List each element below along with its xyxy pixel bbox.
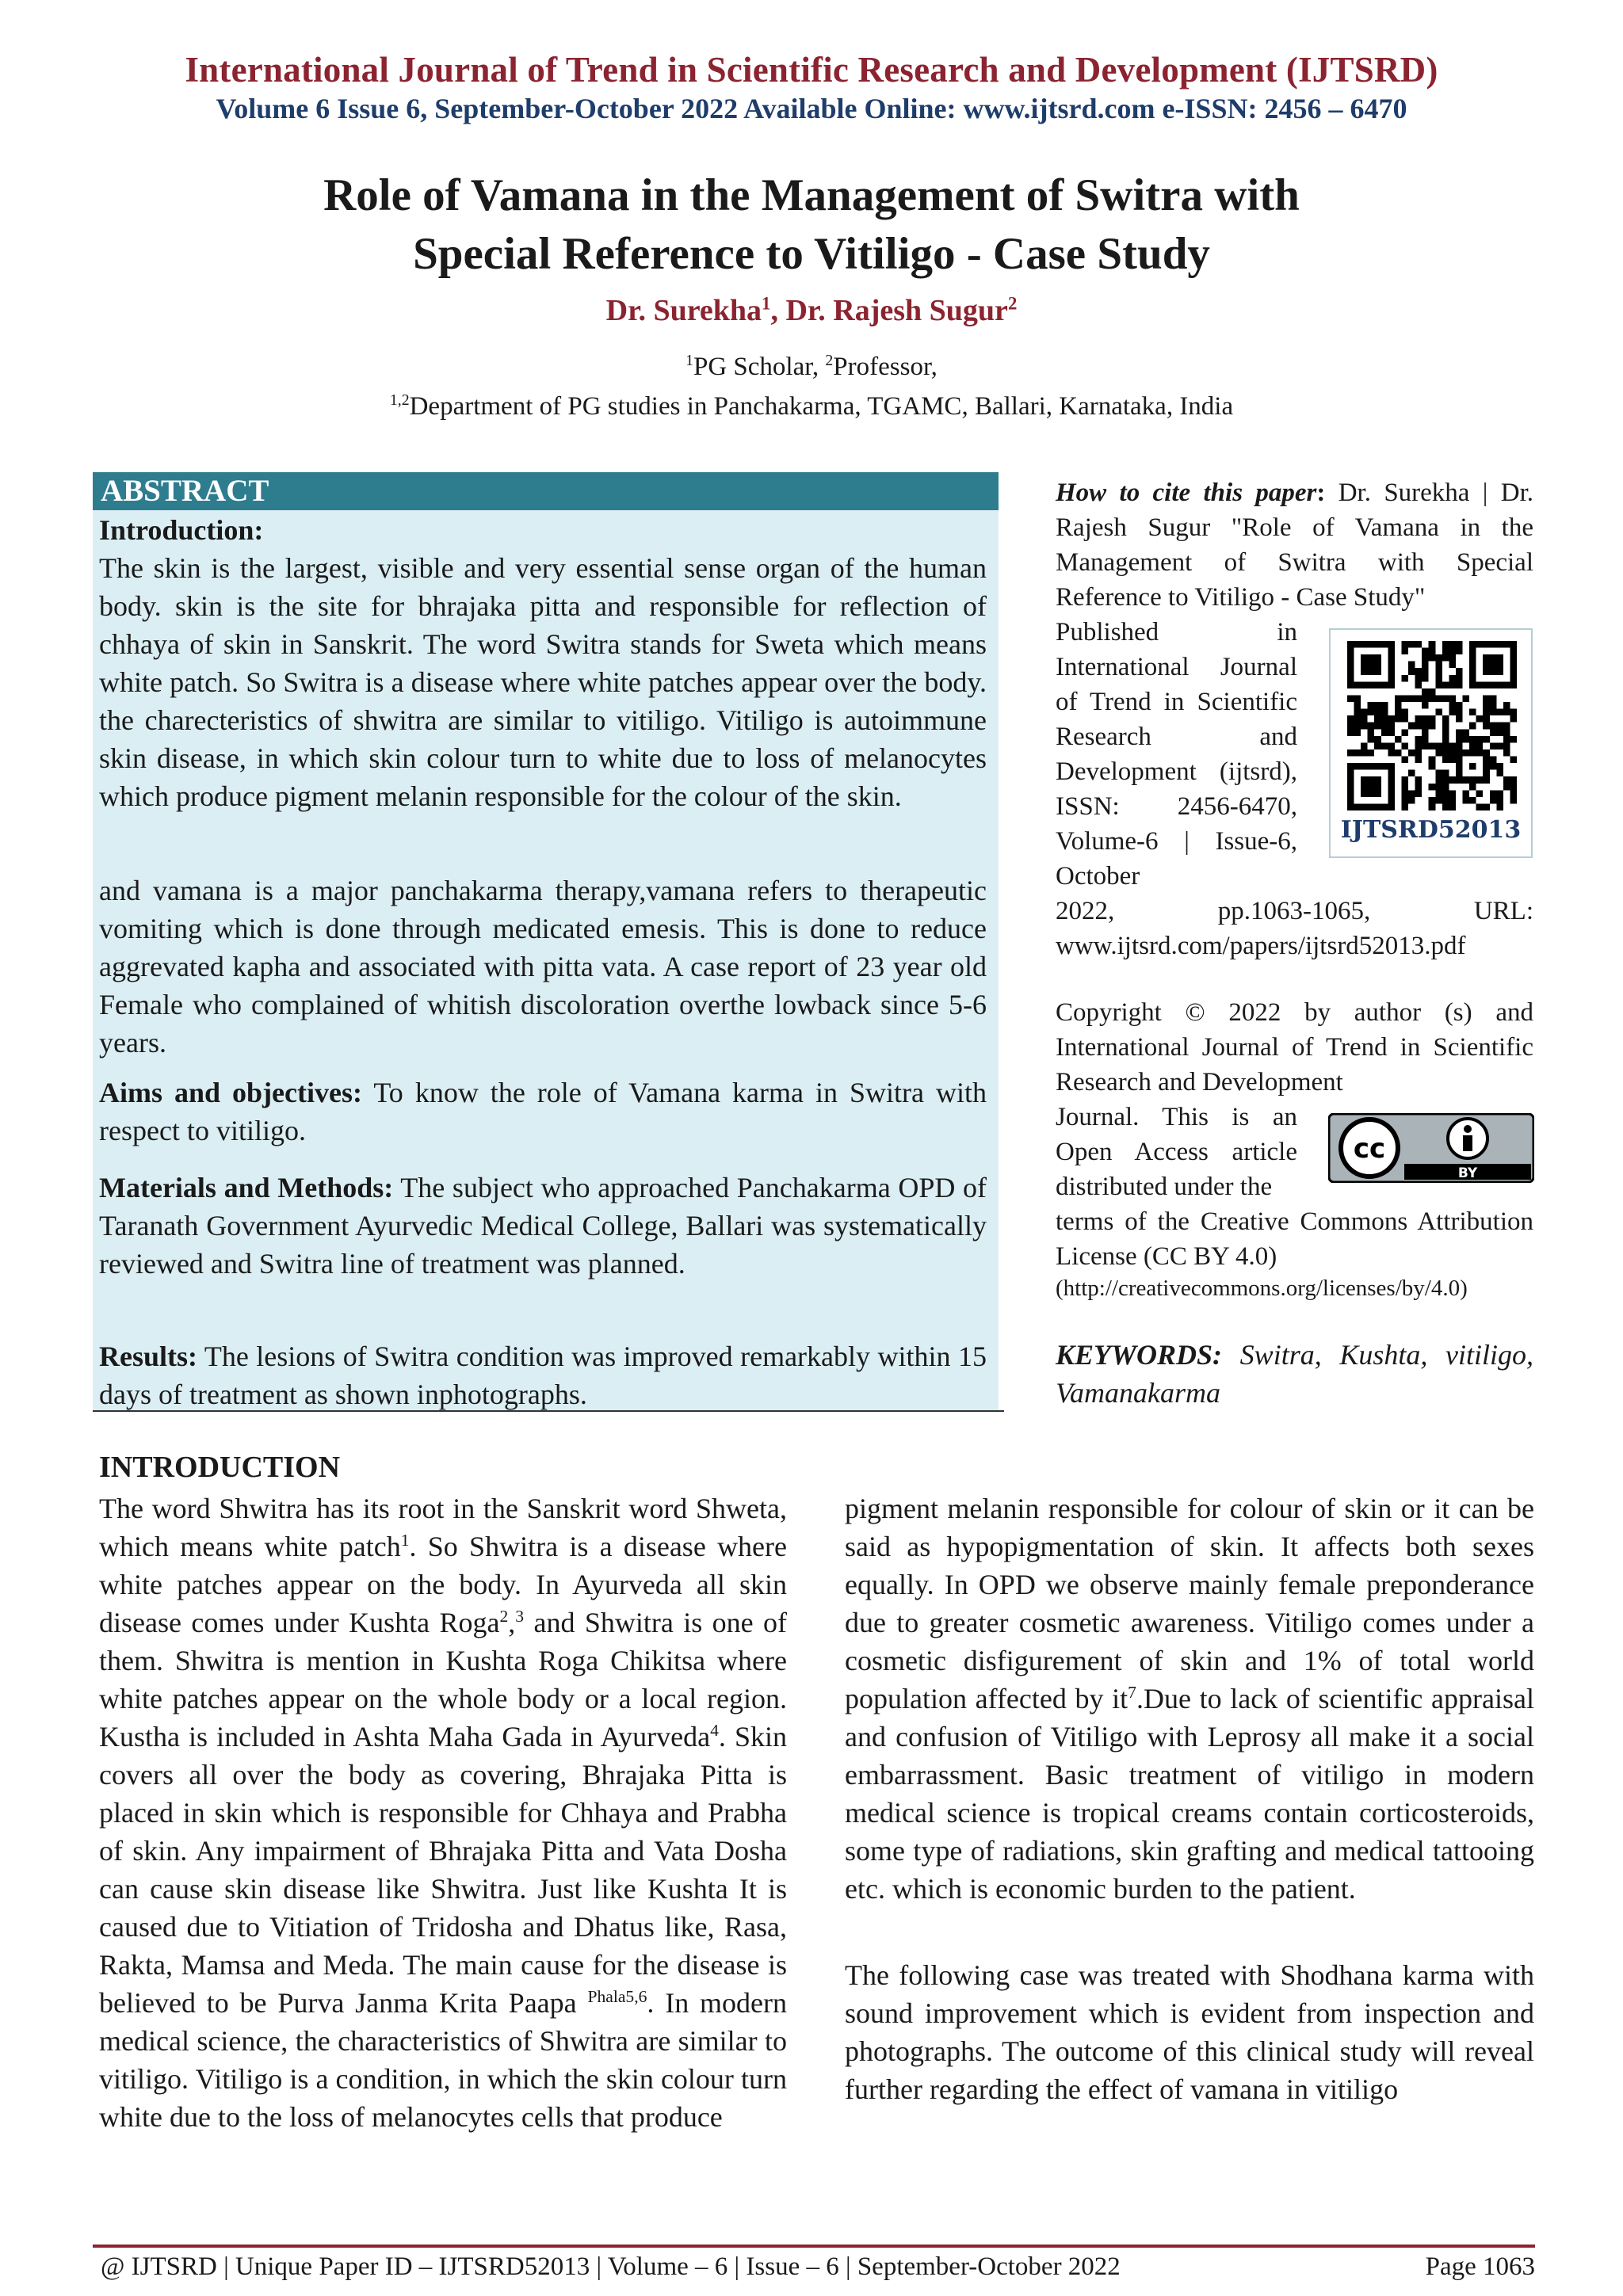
aims-text: To know the role of Vamana karma in Switra with respect to vitiligo. [99, 1077, 987, 1146]
cc-by-license-icon[interactable] [1328, 1113, 1534, 1183]
cite-colon: : [1316, 479, 1326, 507]
aff-role-2: Professor, [833, 353, 938, 381]
footer-rule [93, 2245, 1535, 2248]
aff-role-1: PG Scholar, [693, 353, 826, 381]
keywords-text: Switra, Kushta, vitiligo, Vamanakarma [1056, 1339, 1533, 1409]
abstract-methods [99, 1169, 987, 1283]
footer-page-number: Page 1063 [1425, 2252, 1535, 2281]
footer-left: @ IJTSRD | Unique Paper ID – IJTSRD52013 | Volume – 6 | Issue – 6 | September-October 2022 [101, 2252, 1121, 2281]
results-label: Results: [99, 1341, 197, 1372]
intro-text: and Shwitra is one of them. Shwitra is mention in Kushta Roga Chikitsa where white patches appear on the whole body or a local region. Kustha is included in Ashta Maha Gada in Ayurveda [99, 1607, 787, 1753]
cite-published: Published in International Journal of Trend in Scientific Research and Development (ijtsrd), ISSN: 2456-6470, Volume-6 | Issue-6, October [1056, 618, 1297, 891]
keywords-label: KEYWORDS: [1056, 1339, 1223, 1371]
author-1: Dr. Surekha [605, 294, 762, 327]
cite-tail: 2022, pp.1063-1065, URL: www.ijtsrd.com/papers/ijtsrd52013.pdf [1056, 897, 1533, 960]
author-2-sup: 2 [1007, 293, 1018, 314]
qr-code-icon [1347, 641, 1517, 810]
methods-text: The subject who approached Panchakarma OPD of Taranath Government Ayurvedic Medical College, Ballari was systematically reviewed and Switra line of treatment was planned. [99, 1172, 987, 1280]
aff-sup: 1 [685, 352, 693, 369]
intro-text: pigment melanin responsible for colour of skin or it can be said as hypopigmentation of skin. It affects both sexes equally. In OPD we observe mainly female preponderance due to greater cosmetic awareness. Vitiligo comes under a cosmetic disfigurement of skin and 1% of total world population affected by it [845, 1493, 1534, 1714]
ref-sup: 2 [499, 1607, 509, 1626]
cite-label: How to cite this paper [1056, 479, 1317, 507]
copyright-narrow: Journal. This is an Open Access article distributed under the [1056, 1103, 1297, 1201]
abstract-intro-label [99, 511, 987, 549]
author-separator: , [770, 294, 786, 327]
affiliation-department [0, 392, 1623, 421]
qr-label: IJTSRD52013 [1340, 816, 1522, 844]
ref-sup: 3 [515, 1607, 525, 1626]
abstract-aims [99, 1074, 987, 1150]
copyright-tail: terms of the Creative Commons Attribution License (CC BY 4.0) [1056, 1207, 1533, 1271]
introduction-left-column [99, 1489, 787, 2136]
journal-title: International Journal of Trend in Scientific Research and Development (IJTSRD) [185, 50, 1438, 90]
paper-title-line1: Role of Vamana in the Management of Switra with [323, 170, 1300, 220]
intro-text: . In modern medical science, the characteristics of Shwitra are similar to vitiligo. Vitiligo is a condition, in which the skin colour turn white due to the loss of melanocytes cells that produce [99, 1987, 787, 2133]
abstract-results [99, 1337, 987, 1413]
aff-sup: 2 [825, 352, 834, 369]
author-1-sup: 1 [762, 293, 771, 314]
affiliation-roles [0, 353, 1623, 382]
intro-text: The word Shwitra has its root in the Sanskrit word Shweta, which means white patch [99, 1493, 787, 1562]
abstract-divider [93, 1410, 1004, 1412]
cc-text: cc [1353, 1133, 1386, 1165]
aff-department-text: Department of PG studies in Panchakarma, TGAMC, Ballari, Karnataka, India [409, 392, 1234, 421]
copyright-line1: Copyright © 2022 by author (s) and International Journal of Trend in Scientific Research and Development [1056, 998, 1533, 1097]
aims-label: Aims and objectives: [99, 1077, 362, 1108]
by-text: BY [1457, 1165, 1478, 1181]
intro-text: .Due to lack of scientific appraisal and confusion of Vitiligo with Leprosy all make it a social embarrassment. Basic treatment of vitiligo in modern medical science is tropical creams contain corticosteroids, some type of radiations, skin grafting and medical tattooing etc. which is economic burden to the patient. [845, 1683, 1534, 1905]
introduction-right-column [845, 1489, 1534, 1908]
author-2: Dr. Rajesh Sugur [785, 294, 1008, 327]
paper-title-line2: Special Reference to Vitiligo - Case Study [413, 229, 1210, 279]
aff-sup: 1,2 [389, 391, 410, 409]
qr-code-box[interactable] [1329, 628, 1533, 858]
cite-intro [1056, 475, 1533, 615]
intro-text: . Skin covers all over the body as covering, Bhrajaka Pitta is placed in skin which is responsible for Chhaya and Prabha of skin. Any impairment of Bhrajaka Pitta and Vata Dosha can cause skin disease like Shwitra. Just like Kushta It is caused due to Vitiation of Tridosha and Dhatus like, Rasa, Rakta, Mamsa and Meda. The main cause for the disease is believed to be Purva Janma Krita Paapa [99, 1721, 787, 2019]
license-url[interactable]: (http://creativecommons.org/licenses/by/4.0) [1056, 1276, 1468, 1301]
abstract-intro-p2: and vamana is a major panchakarma therapy,vamana refers to therapeutic vomiting which is done through medicated emesis. This is done to reduce aggrevated kapha and associated with pitta vata. A case report of 23 year old Female who complained of whitish discoloration overthe lowback since 5-6 years. [99, 875, 987, 1058]
ref-sup: 1 [400, 1531, 410, 1550]
ref-sup: Phala5,6 [587, 1987, 647, 2006]
keywords [1056, 1336, 1533, 1412]
intro-text: , [508, 1607, 516, 1638]
introduction-right-paragraph-2: The following case was treated with Shodhana karma with sound improvement which is evident from inspection and photographs. The outcome of this clinical study will reveal further regarding the effect of vamana in vitiligo [845, 1959, 1534, 2105]
footer [101, 2252, 1535, 2282]
results-text: The lesions of Switra condition was improved remarkably within 15 days of treatment as shown inphotographs. [99, 1341, 987, 1410]
journal-info: Volume 6 Issue 6, September-October 2022 Available Online: www.ijtsrd.com e-ISSN: 2456 – 6470 [216, 93, 1407, 124]
cite-text: Dr. Surekha | Dr. Rajesh Sugur "Role of Vamana in the Management of Switra with Special Reference to Vitiligo - Case Study" [1056, 479, 1533, 612]
abstract-header: ABSTRACT [93, 472, 999, 510]
methods-label: Materials and Methods: [99, 1172, 394, 1203]
authors [0, 293, 1623, 328]
paper-title [0, 166, 1623, 284]
abstract-intro-label-text: Introduction: [99, 514, 264, 546]
intro-text: . So Shwitra is a disease where white patches appear on the body. In Ayurveda all skin disease comes under Kushta Roga [99, 1531, 788, 1638]
ref-sup: 7 [1128, 1683, 1136, 1702]
ref-sup: 4 [710, 1721, 719, 1740]
introduction-heading: INTRODUCTION [99, 1451, 341, 1484]
abstract-intro-p1: The skin is the largest, visible and very essential sense organ of the human body. skin is the site for bhrajaka pitta and responsible for reflection of chhaya of skin in Sanskrit. The word Switra stands for Sweta which means white patch. So Switra is a disease where white patches appear over the body. the charecteristics of shwitra are similar to vitiligo. Vitiligo is autoimmune skin disease, in which skin colour turn to white due to loss of melanocytes which produce pigment melanin responsible for the colour of the skin. [99, 552, 987, 812]
